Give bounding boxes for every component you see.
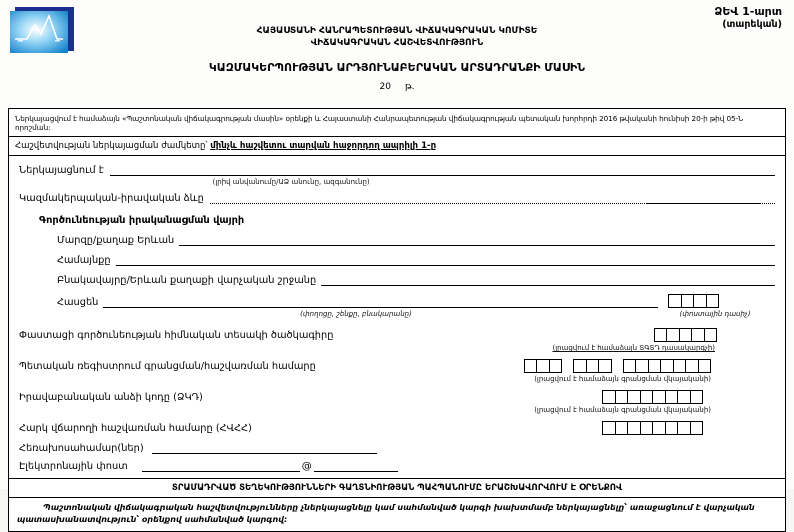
legal-entity-code-boxes[interactable] xyxy=(602,390,703,404)
form-body xyxy=(8,108,786,532)
address-hint: (փողոցը, շենքը, բնակարանը) xyxy=(300,310,412,318)
org-name-line1: ՀԱՅԱՍՏԱՆԻ ՀԱՆՐԱՊԵՏՈՒԹՅԱՆ ՎԻՃԱԿԱԳՐԱԿԱՆ ԿՈՄԻՏԵ xyxy=(256,26,538,36)
settlement-row xyxy=(57,274,775,286)
form-periodicity: (տարեկան) xyxy=(722,18,782,30)
settlement-input[interactable] xyxy=(321,274,775,286)
year-prefix: 20 xyxy=(379,82,391,92)
code-box-cell[interactable] xyxy=(679,328,693,342)
code-box-cell[interactable] xyxy=(602,390,616,404)
region-input[interactable] xyxy=(179,234,775,246)
legal-form-input[interactable] xyxy=(210,192,647,204)
postal-code-boxes[interactable] xyxy=(668,294,719,308)
deadline-notice xyxy=(9,137,785,156)
code-box-cell[interactable] xyxy=(524,359,538,373)
code-box-cell[interactable] xyxy=(665,421,679,435)
form-code: ՁԵՎ 1-արտ xyxy=(714,5,782,18)
code-box-cell[interactable] xyxy=(602,421,616,435)
code-box-cell[interactable] xyxy=(666,328,680,342)
presenter-row xyxy=(19,164,775,176)
code-box-cell[interactable] xyxy=(668,294,682,308)
postal-code-hint: (փոստային դասիչ) xyxy=(679,310,751,318)
code-box-cell[interactable] xyxy=(704,328,718,342)
code-box-cell[interactable] xyxy=(598,359,612,373)
code-box-cell[interactable] xyxy=(615,390,629,404)
presenter-hint: (լրիվ անվանումը/ԱՁ անունը, ազգանունը) xyxy=(212,178,370,186)
form-code-block xyxy=(714,5,782,31)
presenter-input[interactable] xyxy=(110,164,775,176)
email-local-input[interactable] xyxy=(142,460,300,472)
register-boxes-group1[interactable] xyxy=(524,359,563,373)
code-box-cell[interactable] xyxy=(698,359,712,373)
code-box-cell[interactable] xyxy=(652,390,666,404)
region-label: Մարզը/քաղաք Երևան xyxy=(57,235,175,246)
location-section-title: Գործունեության իրականացման վայրի xyxy=(39,215,245,226)
code-box-cell[interactable] xyxy=(660,359,674,373)
code-box-cell[interactable] xyxy=(640,390,654,404)
liability-text: Պաշտոնական վիճակագրական հաշվետվությունները չներկայացնելը կամ սահմանված կարգի խախտմամբ ներկայացնելը՝ առաջացնում է վարչական պատասխանատվություն՝ օրենքով սահմանված կարգով: xyxy=(17,503,755,524)
code-box-cell[interactable] xyxy=(690,421,704,435)
legal-form-label: Կազմակերպական-իրավական ձևը xyxy=(19,193,204,204)
code-box-cell[interactable] xyxy=(685,359,699,373)
code-box-cell[interactable] xyxy=(673,359,687,373)
legal-entity-code-row xyxy=(19,390,775,404)
tin-boxes[interactable] xyxy=(602,421,703,435)
code-box-cell[interactable] xyxy=(549,359,563,373)
register-number-label: Պետական ռեգիստրում գրանցման/հաշվառման համարը xyxy=(19,360,316,372)
legal-entity-code-label: Իրավաբանական անձի կոդը (ՁԿԴ) xyxy=(19,391,203,403)
code-box-cell[interactable] xyxy=(677,421,691,435)
code-box-cell[interactable] xyxy=(691,328,705,342)
code-box-cell[interactable] xyxy=(693,294,707,308)
address-label: Հասցեն xyxy=(57,297,99,308)
armstat-logo xyxy=(10,7,74,57)
code-box-cell[interactable] xyxy=(652,421,666,435)
code-box-cell[interactable] xyxy=(648,359,662,373)
form-header xyxy=(0,0,794,108)
email-label: Էլեկտրոնային փոստ xyxy=(19,461,128,472)
settlement-label: Բնակավայրը/Երևան քաղաքի վարչական շրջանը xyxy=(57,275,317,286)
activity-code-hint: (լրացվում է համաձայն ՏԳՏԴ դասակարգչի) xyxy=(552,344,715,352)
tin-label: Հարկ վճարողի հաշվառման համարը (ՀՎՀՀ) xyxy=(19,422,252,434)
code-box-cell[interactable] xyxy=(677,390,691,404)
report-title: ԿԱԶՄԱԿԵՐՊՈՒԹՅԱՆ ԱՐԴՅՈՒՆԱԲԵՐԱԿԱՆ ԱՐՏԱԴՐԱՆՔԻ ՄԱՍԻՆ xyxy=(208,61,586,74)
org-name-line2: ՎԻՃԱԿԱԳՐԱԿԱՆ ՀԱՇՎԵՏՎՈՒԹՅՈՒՆ xyxy=(310,38,484,48)
deadline-value: մինչև հաշվետու տարվան հաջորդող ապրիլի 1-ը xyxy=(210,141,437,151)
address-row xyxy=(57,294,775,308)
code-box-cell[interactable] xyxy=(690,390,704,404)
email-at-sign: @ xyxy=(301,461,312,472)
code-box-cell[interactable] xyxy=(706,294,720,308)
form-fields xyxy=(9,156,785,472)
legal-form-input-end[interactable] xyxy=(759,192,775,204)
phone-label: Հեռախոսահամար(ներ) xyxy=(19,443,144,454)
code-box-cell[interactable] xyxy=(654,328,668,342)
report-year-line xyxy=(0,82,794,92)
activity-code-boxes[interactable] xyxy=(654,328,718,342)
register-boxes-group3[interactable] xyxy=(623,359,712,373)
code-box-cell[interactable] xyxy=(681,294,695,308)
address-input[interactable] xyxy=(103,296,658,308)
community-input[interactable] xyxy=(116,254,775,266)
chart-line-icon xyxy=(10,7,74,57)
code-box-cell[interactable] xyxy=(573,359,587,373)
code-box-cell[interactable] xyxy=(635,359,649,373)
register-number-hint: (լրացվում է համաձայն գրանցման վկայականի) xyxy=(534,375,711,383)
activity-code-label: Փաստացի գործունեության հիմնական տեսակի ծածկագիրը xyxy=(19,329,334,341)
register-boxes-group2[interactable] xyxy=(573,359,612,373)
code-box-cell[interactable] xyxy=(665,390,679,404)
code-box-cell[interactable] xyxy=(586,359,600,373)
email-domain-input[interactable] xyxy=(314,460,398,472)
form-title-block xyxy=(0,0,794,92)
code-box-cell[interactable] xyxy=(627,421,641,435)
deadline-label: Հաշվետվության ներկայացման ժամկետը՝ xyxy=(15,141,208,151)
legal-entity-code-hint: (լրացվում է համաձայն գրանցման վկայականի) xyxy=(534,406,711,414)
confidentiality-banner: ՏՐԱՄԱԴՐՎԱԾ ՏԵՂԵԿՈՒԹՅՈՒՆՆԵՐԻ ԳԱՂՏՆԻՈՒԹՅԱՆ ՊԱՀՊԱՆՈՒՄԸ ԵՐԱՇԽԱՎՈՐՎՈՒՄ Է ՕՐԵՆՔՈՎ xyxy=(9,478,785,498)
year-suffix: թ. xyxy=(404,82,415,92)
email-row xyxy=(19,460,775,472)
register-number-row xyxy=(19,359,775,373)
phone-input[interactable] xyxy=(152,442,377,454)
community-label: Համայնքը xyxy=(57,255,111,266)
legal-form-input-solid[interactable] xyxy=(647,192,759,204)
address-hints-row xyxy=(57,310,775,318)
code-box-cell[interactable] xyxy=(640,421,654,435)
community-row xyxy=(57,254,775,266)
tin-row xyxy=(19,421,775,435)
code-box-cell[interactable] xyxy=(627,390,641,404)
phone-row xyxy=(19,442,775,454)
region-row xyxy=(57,234,775,246)
legal-basis-notice: Ներկայացվում է համաձայն «Պաշտոնական վիճակագրության մասին» օրենքի և Հայաստանի Հանրապետության վիճակագրության պետական խորհրդի 2016 թվականի հունիսի 20-ի թիվ 05-Ն որոշման: xyxy=(9,109,785,137)
legal-form-row xyxy=(19,192,775,204)
liability-footnote xyxy=(9,498,785,531)
activity-code-row xyxy=(19,328,775,342)
code-box-cell[interactable] xyxy=(615,421,629,435)
presenter-label: Ներկայացնում է xyxy=(19,165,104,176)
code-box-cell[interactable] xyxy=(623,359,637,373)
code-box-cell[interactable] xyxy=(536,359,550,373)
